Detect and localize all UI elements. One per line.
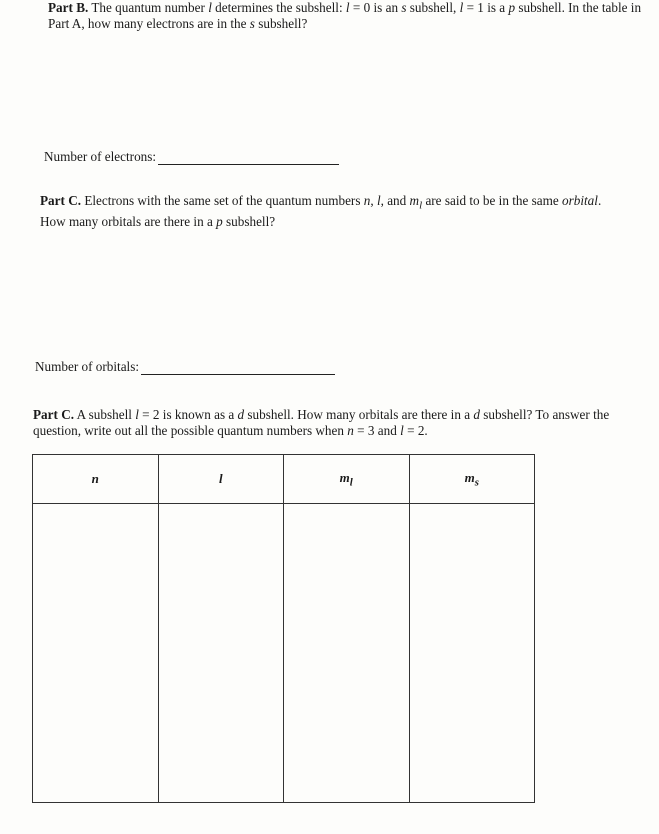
text: subshell. In the table in Part A, how many electrons are in the bbox=[48, 0, 642, 31]
text: subshell? bbox=[222, 213, 276, 229]
var: l bbox=[135, 407, 139, 422]
text: A subshell bbox=[74, 407, 136, 422]
text: = 1 is a bbox=[463, 0, 509, 15]
text: , and bbox=[380, 193, 410, 208]
var: d bbox=[473, 407, 480, 422]
var: l bbox=[345, 0, 350, 15]
orbitals-answer-line[interactable] bbox=[141, 362, 335, 375]
header-ms bbox=[409, 455, 535, 504]
header-label: l bbox=[218, 471, 223, 486]
part-c1-label: Part C. bbox=[40, 193, 82, 208]
table-header-row bbox=[33, 455, 535, 504]
header-l bbox=[158, 455, 284, 504]
var: n bbox=[363, 193, 371, 208]
header-sub: l bbox=[349, 476, 353, 489]
var: l bbox=[400, 423, 404, 438]
text: determines the subshell: bbox=[211, 0, 346, 15]
table-row bbox=[33, 504, 535, 803]
text: , bbox=[370, 193, 377, 208]
header-label: m bbox=[464, 469, 475, 485]
part-b-label: Part B. bbox=[48, 0, 89, 15]
text: subshell. How many orbitals are there in a bbox=[244, 407, 474, 422]
var: m bbox=[409, 193, 420, 208]
part-b-question bbox=[48, 0, 648, 32]
header-ml bbox=[284, 455, 410, 504]
var: s bbox=[401, 0, 407, 15]
electrons-answer-line[interactable] bbox=[158, 152, 339, 165]
var: s bbox=[249, 16, 255, 31]
var: l bbox=[459, 0, 464, 15]
text: = 0 is an bbox=[349, 0, 402, 15]
part-c2-question bbox=[33, 407, 633, 439]
electrons-answer-label: Number of electrons: bbox=[44, 149, 157, 164]
orbitals-answer bbox=[35, 359, 335, 375]
cell-ml[interactable] bbox=[284, 504, 410, 803]
header-label: n bbox=[91, 471, 99, 486]
text: are said to be in the same bbox=[422, 193, 563, 208]
header-label: m bbox=[339, 469, 350, 485]
text: The quantum number bbox=[88, 0, 209, 15]
part-c1-question bbox=[40, 193, 630, 230]
var: l bbox=[376, 193, 381, 208]
var: p bbox=[508, 0, 516, 15]
part-c2-label: Part C. bbox=[33, 407, 75, 422]
text: Electrons with the same set of the quantum numbers bbox=[81, 193, 364, 208]
var: n bbox=[347, 423, 354, 438]
header-sub: s bbox=[474, 476, 479, 489]
var: p bbox=[216, 213, 223, 229]
var: d bbox=[237, 407, 245, 422]
cell-ms[interactable] bbox=[409, 504, 535, 803]
term: orbital bbox=[562, 193, 598, 208]
orbitals-answer-label: Number of orbitals: bbox=[35, 359, 140, 374]
text: . How many orbitals are there in a bbox=[40, 193, 602, 229]
text: subshell? To answer the question, write out all the possible quantum numbers when bbox=[33, 407, 610, 438]
text: = 3 and bbox=[353, 423, 401, 438]
cell-l[interactable] bbox=[158, 504, 284, 803]
electrons-answer bbox=[44, 149, 339, 165]
quantum-numbers-table bbox=[32, 454, 535, 803]
text: subshell, bbox=[406, 0, 460, 15]
header-n bbox=[33, 455, 159, 504]
var: l bbox=[208, 0, 212, 15]
text: = 2 is known as a bbox=[138, 407, 238, 422]
text: = 2. bbox=[403, 423, 428, 438]
text: subshell? bbox=[254, 16, 308, 31]
var-sub: l bbox=[419, 199, 423, 212]
cell-n[interactable] bbox=[33, 504, 159, 803]
